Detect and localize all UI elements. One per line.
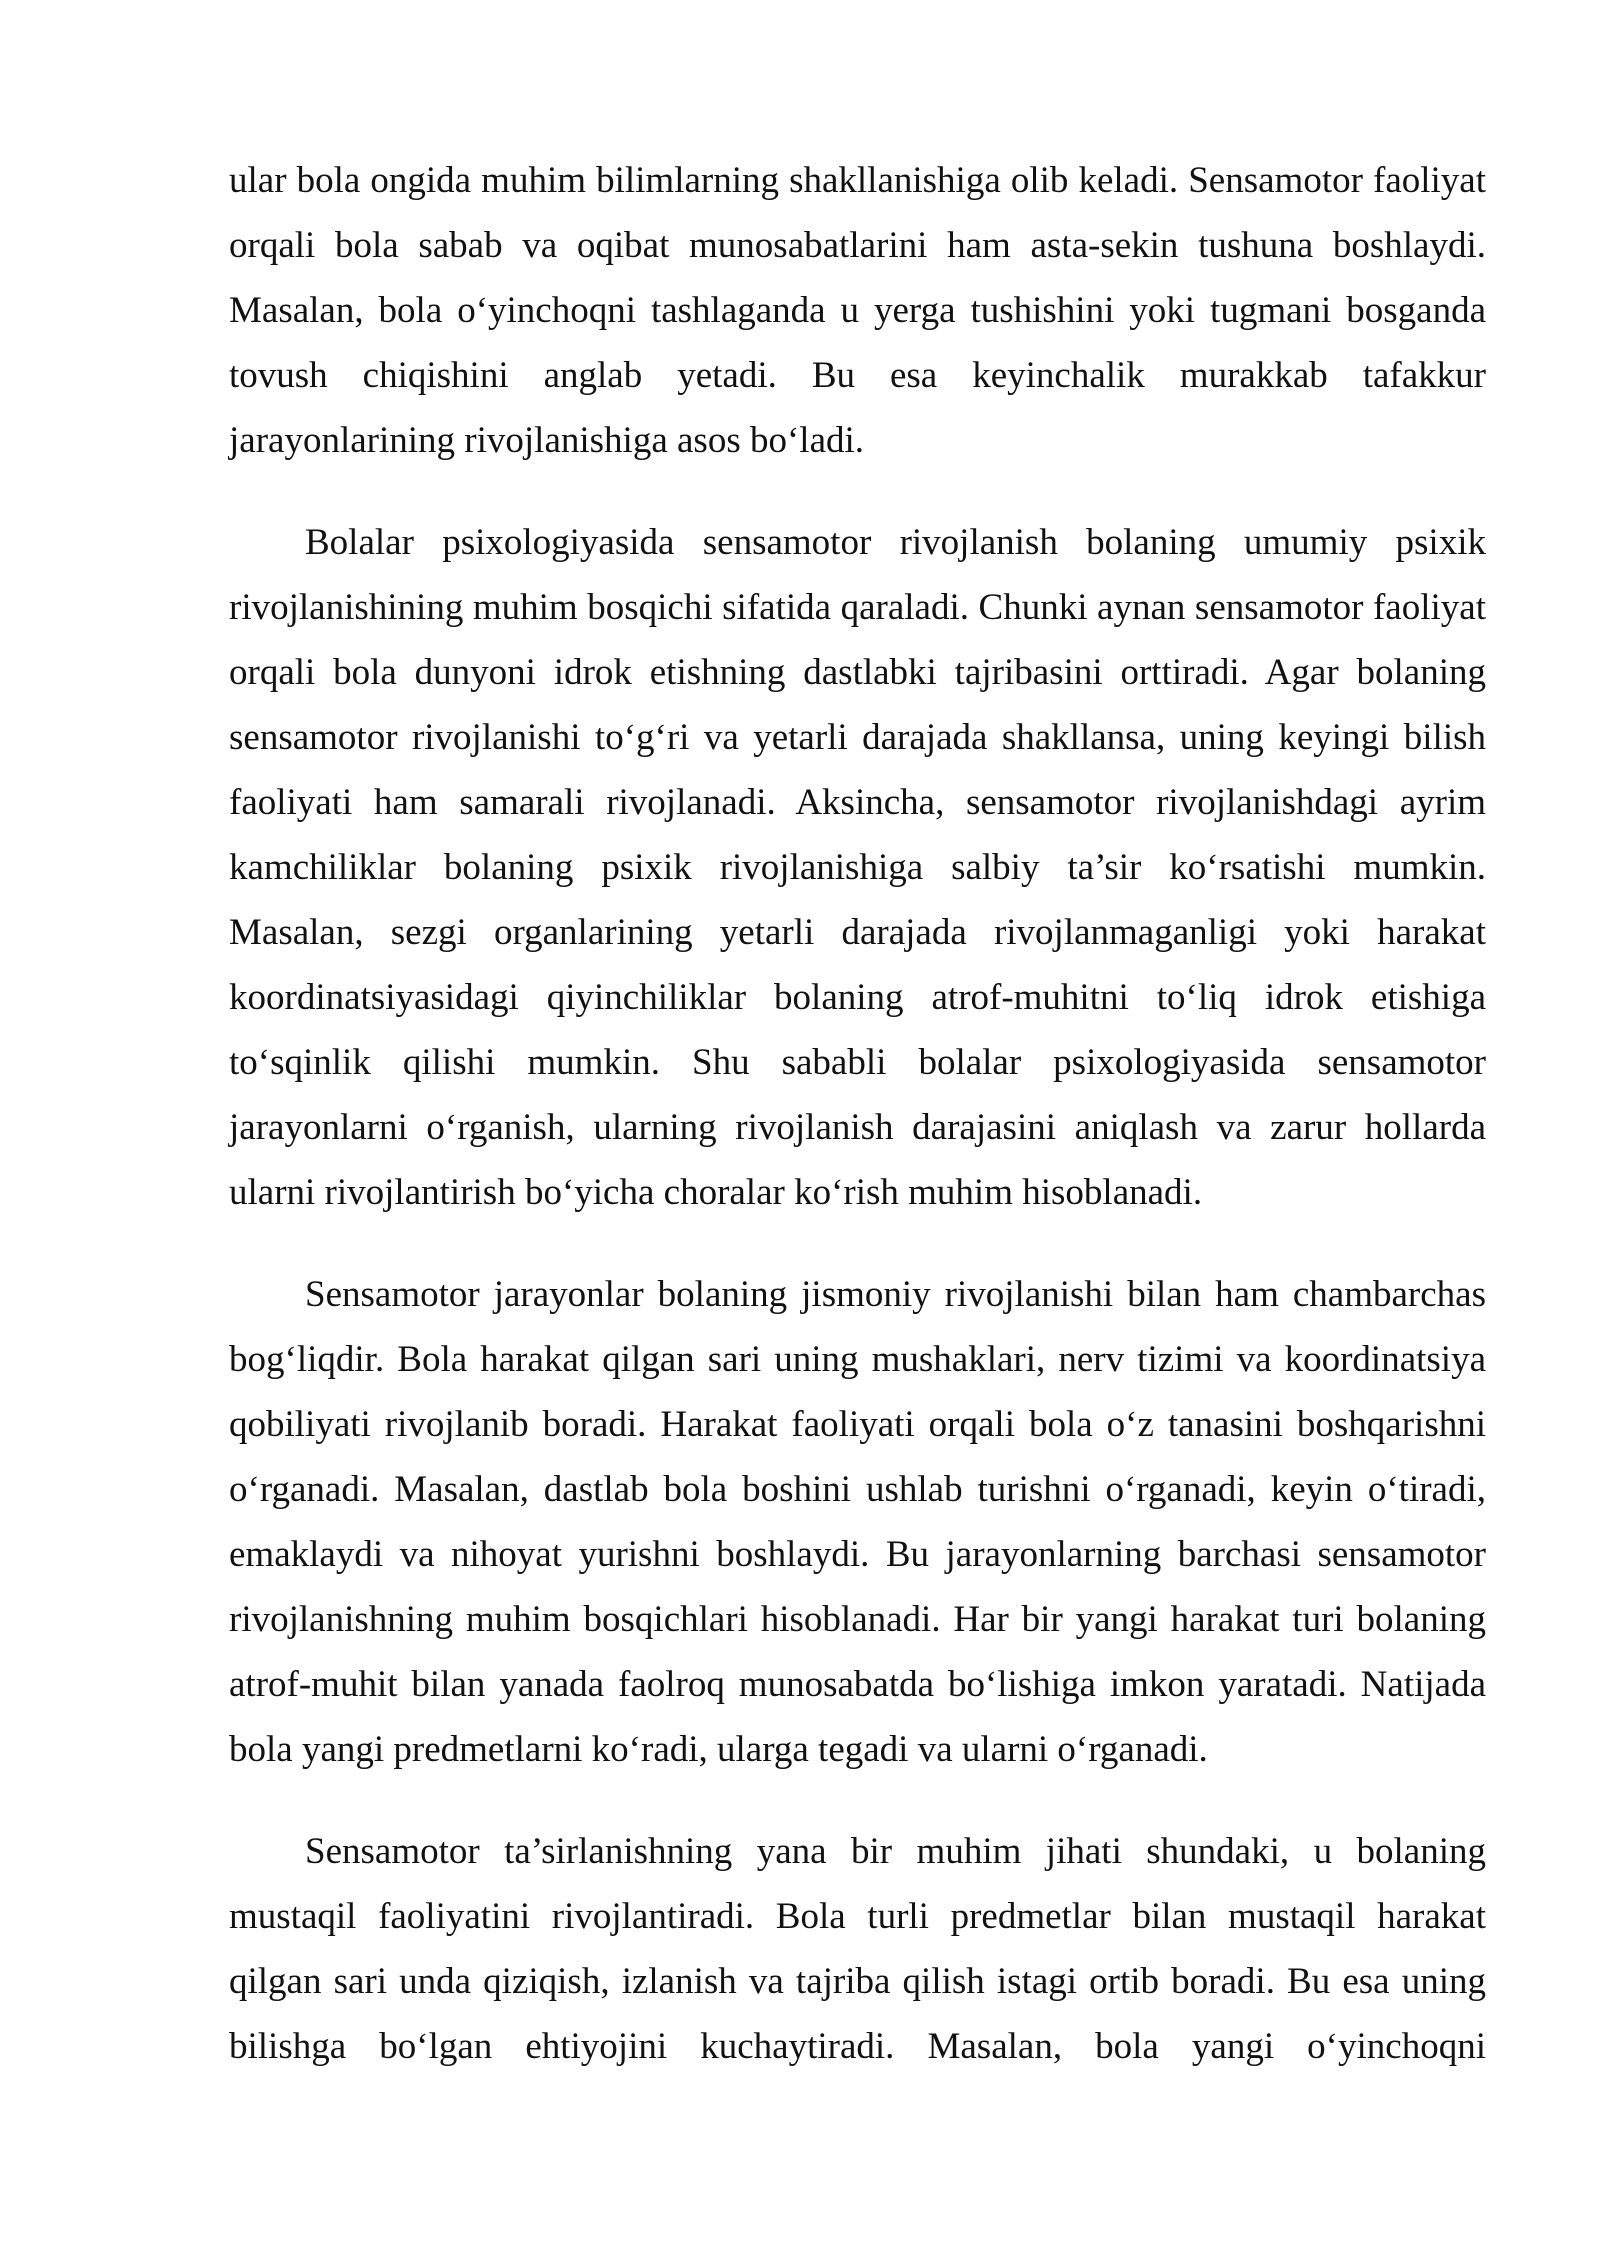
paragraph-continues-next-page: Sensamotor ta’sirlanishning yana bir muhim jihati shundaki, u bolaning mustaqil faoliyatini rivojlantiradi. Bola turli predmetlar bilan mustaqil harakat qilgan sari unda qiziqish, izlanish va tajriba qilish istagi ortib boradi. Bu esa uning bilishga bo‘lgan ehtiyojini kuchaytiradi. Masalan, bola yangi o‘yinchoqni <box>229 1831 1486 2067</box>
paragraph: Sensamotor jarayonlar bolaning jismoniy rivojlanishi bilan ham chambarchas bog‘liqdir. Bola harakat qilgan sari uning mushaklari, nerv tizimi va koordinatsiya qobiliyati rivojlanib boradi. Harakat faoliyati orqali bola o‘z tanasini boshqarishni o‘rganadi. Masalan, dastlab bola boshini ushlab turishni o‘rganadi, keyin o‘tiradi, emaklaydi va nihoyat yurishni boshlaydi. Bu jarayonlarning barchasi sensamotor rivojlanishning muhim bosqichlari hisoblanadi. Har bir yangi harakat turi bolaning atrof-muhit bilan yanada faolroq munosabatda bo‘lishiga imkon yaratadi. Natijada bola yangi predmetlarni ko‘radi, ularga tegadi va ularni o‘rganadi. <box>229 1274 1486 1770</box>
paragraph: Bolalar psixologiyasida sensamotor rivojlanish bolaning umumiy psixik rivojlanishining muhim bosqichi sifatida qaraladi. Chunki aynan sensamotor faoliyat orqali bola dunyoni idrok etishning dastlabki tajribasini orttiradi. Agar bolaning sensamotor rivojlanishi to‘g‘ri va yetarli darajada shakllansa, uning keyingi bilish faoliyati ham samarali rivojlanadi. Aksincha, sensamotor rivojlanishdagi ayrim kamchiliklar bolaning psixik rivojlanishiga salbiy ta’sir ko‘rsatishi mumkin. Masalan, sezgi organlarining yetarli darajada rivojlanmaganligi yoki harakat koordinatsiyasidagi qiyinchiliklar bolaning atrof-muhitni to‘liq idrok etishiga to‘sqinlik qilishi mumkin. Shu sababli bolalar psixologiyasida sensamotor jarayonlarni o‘rganish, ularning rivojlanish darajasini aniqlash va zarur hollarda ularni rivojlantirish bo‘yicha choralar ko‘rish muhim hisoblanadi. <box>229 522 1486 1213</box>
body-text <box>229 148 1486 2116</box>
paragraph-continued: ular bola ongida muhim bilimlarning shakllanishiga olib keladi. Sensamotor faoliyat orqali bola sabab va oqibat munosabatlarini ham asta-sekin tushuna boshlaydi. Masalan, bola o‘yinchoqni tashlaganda u yerga tushishini yoki tugmani bosganda tovush chiqishini anglab yetadi. Bu esa keyinchalik murakkab tafakkur jarayonlarining rivojlanishiga asos bo‘ladi. <box>229 160 1486 461</box>
